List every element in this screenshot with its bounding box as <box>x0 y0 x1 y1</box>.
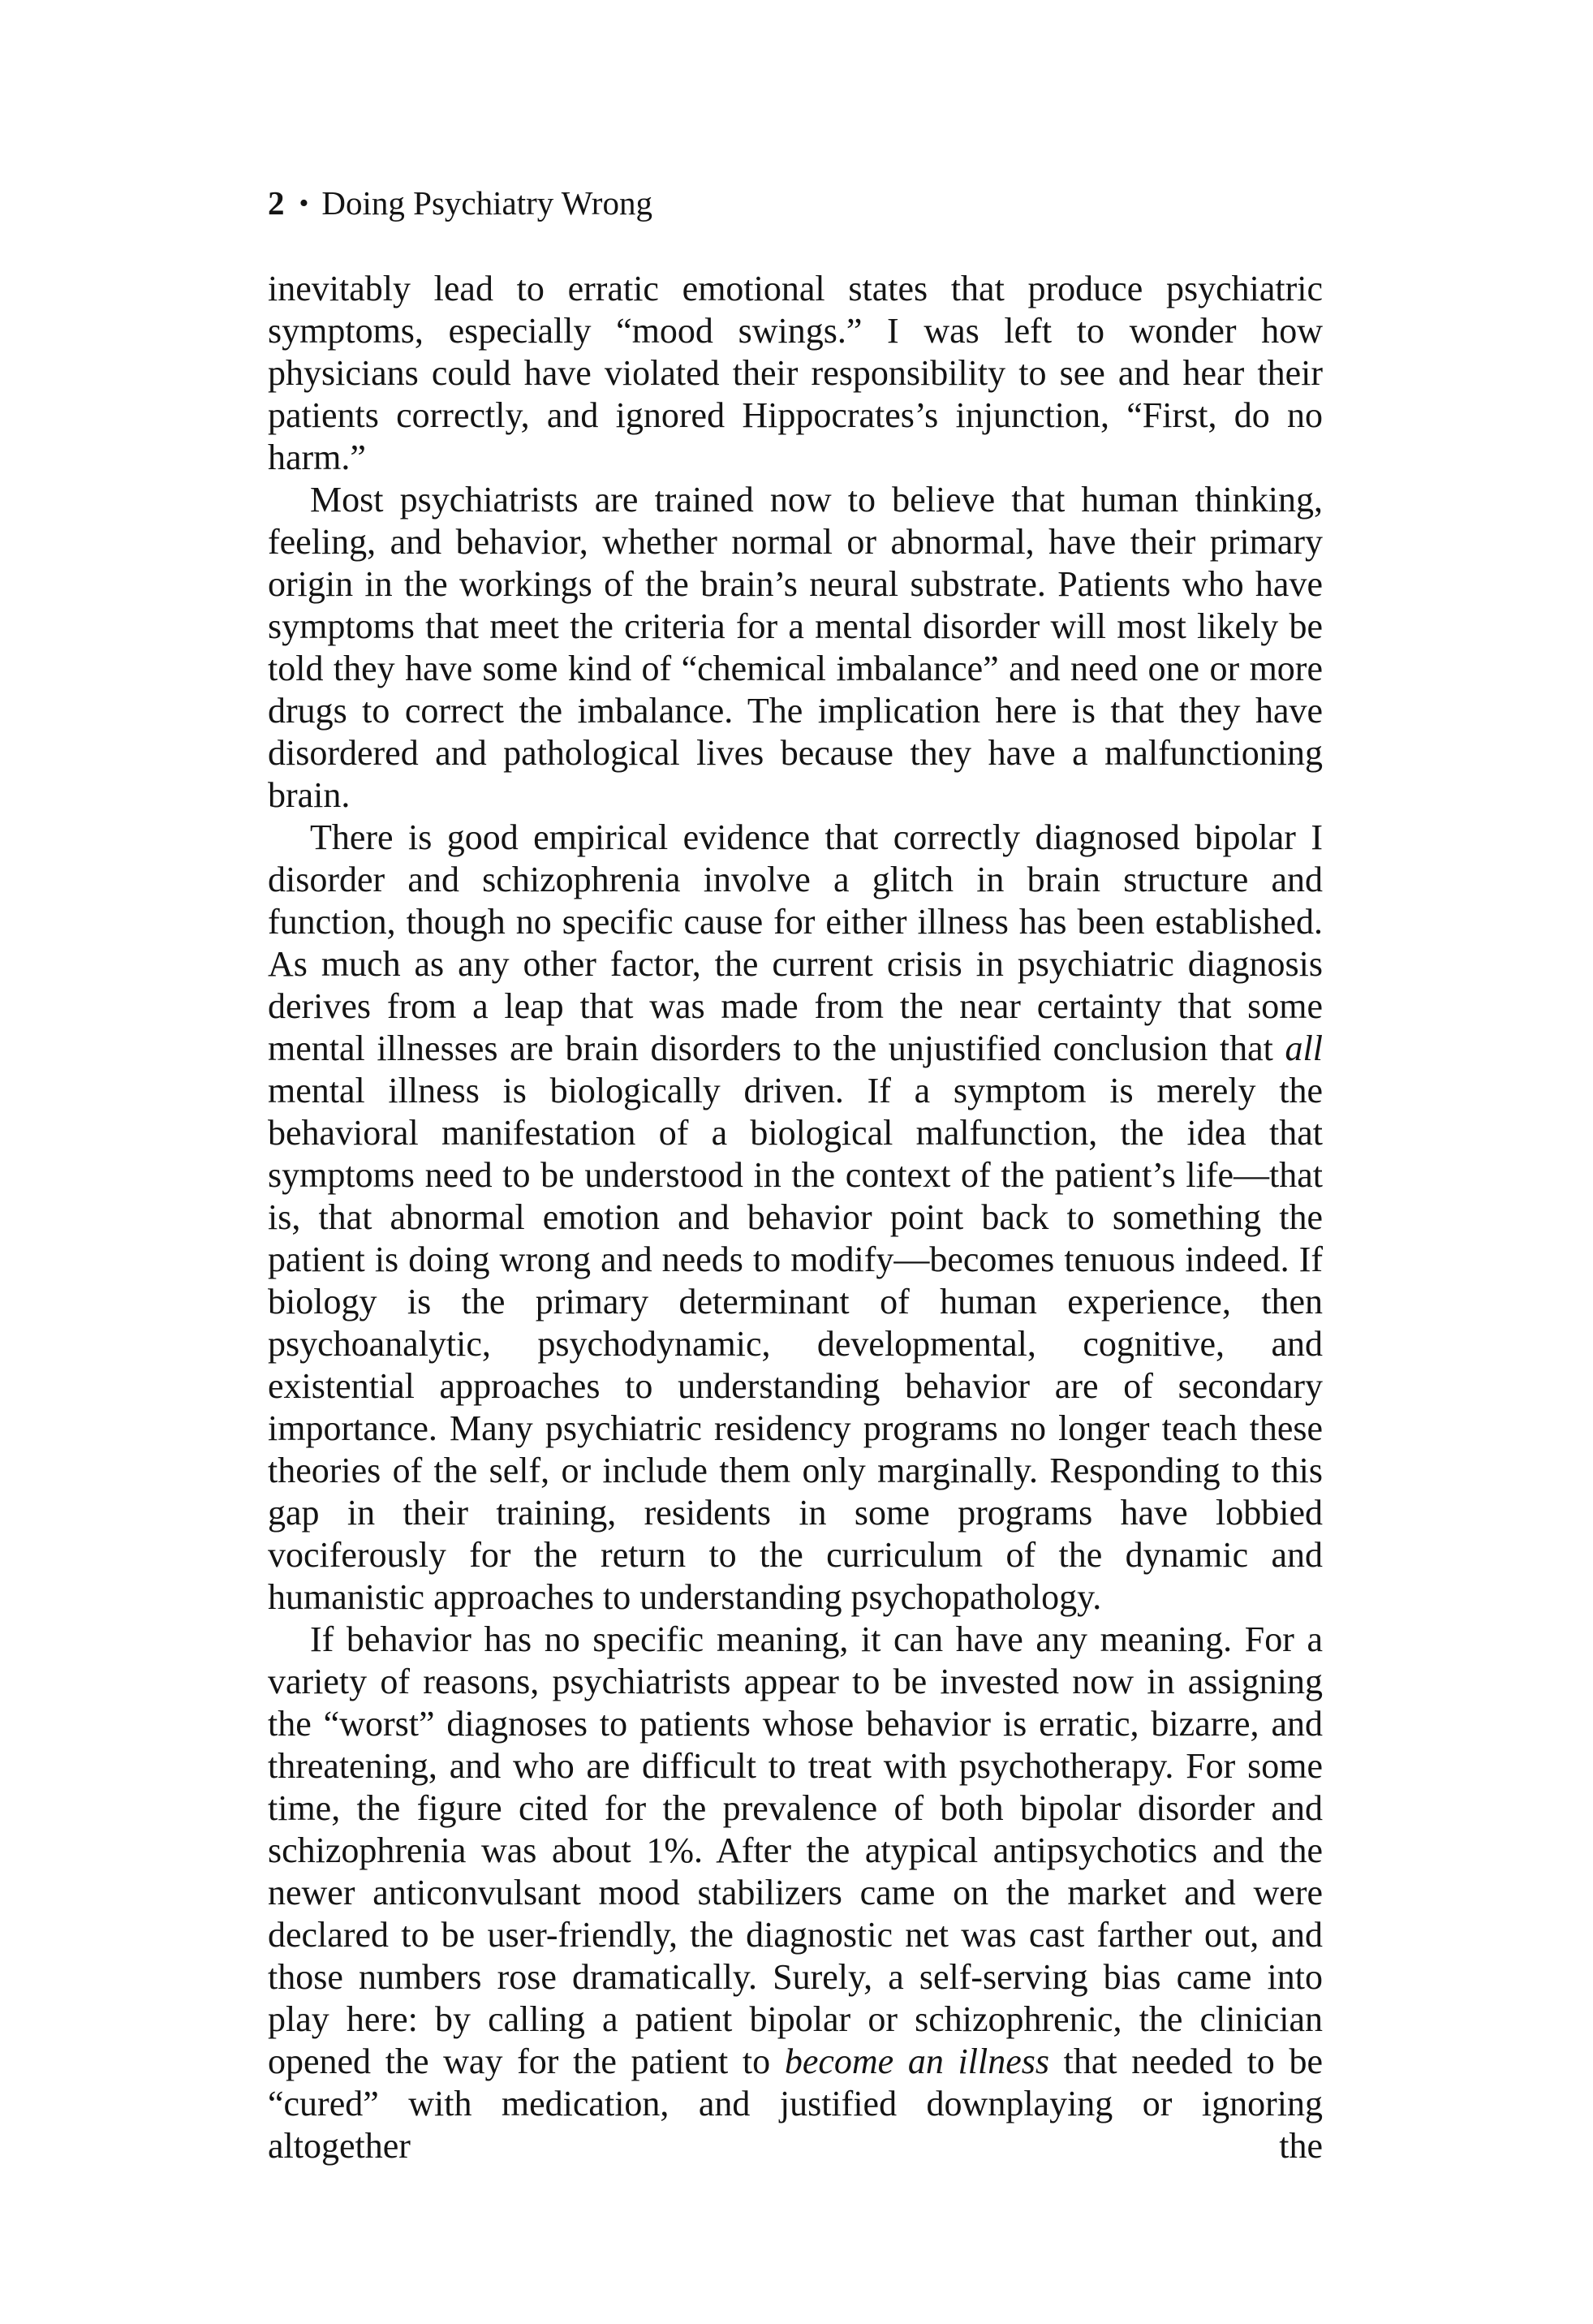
text-segment: Most psychiatrists are trained now to believe that human thinking, feeling, and behavior, whether normal or abnormal, have their primary origin in the workings of the brain’s neural substrate. Patients who have symptoms that meet the criteria for a mental disorder will most likely be told they have some kind of “chemical imbalance” and need one or more drugs to correct the imbalance. The implication here is that they have disordered and pathological lives because they have a malfunctioning brain. <box>268 480 1323 815</box>
emphasis-text: all <box>1285 1028 1323 1068</box>
text-segment: There is good empirical evidence that correctly diagnosed bipolar I disorder and schizophrenia involve a glitch in brain structure and function, though no specific cause for either illness has been established. As much as any other factor, the current crisis in psychiatric diagnosis derives from a leap that was made from the near certainty that some mental illnesses are brain disorders to the unjustified conclusion that <box>268 817 1323 1068</box>
bullet-separator-icon: • <box>299 188 309 218</box>
paragraph <box>268 817 1323 1619</box>
body-text <box>268 268 1323 2167</box>
text-segment: mental illness is biologically driven. If a symptom is merely the behavioral manifestation of a biological malfunction, the idea that symptoms need to be understood in the context of the patient’s life—that is, that abnormal emotion and behavior point back to something the patient is doing wrong and needs to modify—becomes tenuous indeed. If biology is the primary determinant of human experience, then psychoanalytic, psychodynamic, developmental, cognitive, and existential approaches to understanding behavior are of secondary importance. Many psychiatric residency programs no longer teach these theories of the self, or include them only marginally. Responding to this gap in their training, residents in some programs have lobbied vociferously for the return to the curriculum of the dynamic and humanistic approaches to understanding psychopathology. <box>268 1071 1323 1617</box>
text-segment: that needed to be “cured” with medication, and justified downplaying or ignoring altogether the <box>268 2042 1323 2166</box>
text-segment: If behavior has no specific meaning, it can have any meaning. For a variety of reasons, psychiatrists appear to be invested now in assigning the “worst” diagnoses to patients whose behavior is erratic, bizarre, and threatening, and who are difficult to treat with psychotherapy. For some time, the figure cited for the prevalence of both bipolar disorder and schizophrenia was about 1%. After the atypical antipsychotics and the newer anticonvulsant mood stabilizers came on the market and were declared to be user-friendly, the diagnostic net was cast farther out, and those numbers rose dramatically. Surely, a self-serving bias came into play here: by calling a patient bipolar or schizophrenic, the clinician opened the way for the patient to <box>268 1619 1323 2081</box>
emphasis-text: become an illness <box>784 2042 1049 2081</box>
paragraph <box>268 479 1323 817</box>
running-head <box>268 180 652 229</box>
page-number: 2 <box>268 184 285 222</box>
book-title: Doing Psychiatry Wrong <box>321 184 652 222</box>
paragraph <box>268 1619 1323 2167</box>
paragraph <box>268 268 1323 479</box>
text-segment: inevitably lead to erratic emotional states that produce psychiatric symptoms, especially “mood swings.” I was left to wonder how physicians could have violated their responsibility to see and hear their patients correctly, and ignored Hippocrates’s injunction, “First, do no harm.” <box>268 269 1323 477</box>
